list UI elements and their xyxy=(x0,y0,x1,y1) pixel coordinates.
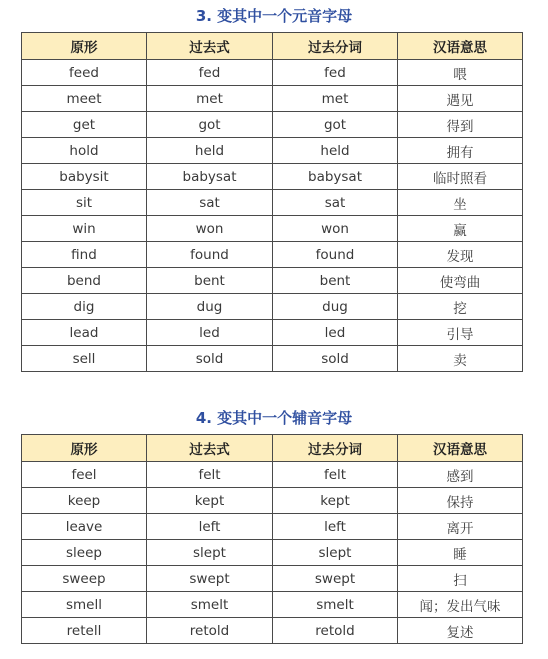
cell-past-tense: met xyxy=(147,86,273,112)
table-row xyxy=(22,164,523,190)
cell-base-form: meet xyxy=(22,86,147,112)
cell-base-form: keep xyxy=(22,488,147,514)
table-row xyxy=(22,294,523,320)
cell-past-tense: sold xyxy=(147,346,273,372)
cell-past-tense: kept xyxy=(147,488,273,514)
header-past-participle: 过去分词 xyxy=(273,33,398,60)
cell-past-participle: sat xyxy=(273,190,398,216)
cell-base-form: hold xyxy=(22,138,147,164)
header-chinese-meaning: 汉语意思 xyxy=(398,33,523,60)
table-header-row xyxy=(22,33,523,60)
cell-past-participle: retold xyxy=(273,618,398,644)
cell-past-tense: got xyxy=(147,112,273,138)
table-row xyxy=(22,540,523,566)
cell-chinese-meaning: 闻；发出气味 xyxy=(398,592,523,618)
cell-base-form: smell xyxy=(22,592,147,618)
section-title-vowel: 3. 变其中一个元音字母 xyxy=(195,7,353,25)
cell-base-form: leave xyxy=(22,514,147,540)
table-row xyxy=(22,60,523,86)
cell-past-tense: smelt xyxy=(147,592,273,618)
cell-chinese-meaning: 发现 xyxy=(398,242,523,268)
cell-past-tense: found xyxy=(147,242,273,268)
cell-chinese-meaning: 卖 xyxy=(398,346,523,372)
cell-chinese-meaning: 临时照看 xyxy=(398,164,523,190)
cell-past-participle: led xyxy=(273,320,398,346)
cell-past-tense: fed xyxy=(147,60,273,86)
verb-table-consonant xyxy=(21,434,523,644)
verb-table-vowel xyxy=(21,32,523,372)
table-header-row xyxy=(22,435,523,462)
cell-chinese-meaning: 得到 xyxy=(398,112,523,138)
cell-chinese-meaning: 挖 xyxy=(398,294,523,320)
cell-past-tense: won xyxy=(147,216,273,242)
cell-base-form: get xyxy=(22,112,147,138)
table-row xyxy=(22,462,523,488)
table-row xyxy=(22,618,523,644)
header-past-tense: 过去式 xyxy=(147,435,273,462)
cell-base-form: lead xyxy=(22,320,147,346)
cell-past-participle: felt xyxy=(273,462,398,488)
cell-chinese-meaning: 使弯曲 xyxy=(398,268,523,294)
cell-past-tense: retold xyxy=(147,618,273,644)
cell-past-participle: won xyxy=(273,216,398,242)
cell-chinese-meaning: 复述 xyxy=(398,618,523,644)
table-body xyxy=(22,60,523,372)
cell-chinese-meaning: 感到 xyxy=(398,462,523,488)
cell-chinese-meaning: 保持 xyxy=(398,488,523,514)
cell-chinese-meaning: 遇见 xyxy=(398,86,523,112)
table-row xyxy=(22,514,523,540)
cell-base-form: feel xyxy=(22,462,147,488)
cell-past-tense: held xyxy=(147,138,273,164)
cell-past-tense: slept xyxy=(147,540,273,566)
table-row xyxy=(22,268,523,294)
table-row xyxy=(22,346,523,372)
table-row xyxy=(22,566,523,592)
table-row xyxy=(22,488,523,514)
cell-base-form: sleep xyxy=(22,540,147,566)
cell-past-participle: found xyxy=(273,242,398,268)
cell-chinese-meaning: 赢 xyxy=(398,216,523,242)
header-chinese-meaning: 汉语意思 xyxy=(398,435,523,462)
cell-past-tense: babysat xyxy=(147,164,273,190)
header-past-tense: 过去式 xyxy=(147,33,273,60)
cell-base-form: babysit xyxy=(22,164,147,190)
cell-past-participle: sold xyxy=(273,346,398,372)
table-row xyxy=(22,320,523,346)
cell-past-participle: swept xyxy=(273,566,398,592)
table-row xyxy=(22,216,523,242)
cell-past-participle: got xyxy=(273,112,398,138)
cell-base-form: sweep xyxy=(22,566,147,592)
cell-chinese-meaning: 睡 xyxy=(398,540,523,566)
cell-past-participle: babysat xyxy=(273,164,398,190)
cell-chinese-meaning: 拥有 xyxy=(398,138,523,164)
cell-past-participle: held xyxy=(273,138,398,164)
header-base-form: 原形 xyxy=(22,33,147,60)
table-body xyxy=(22,462,523,644)
cell-base-form: bend xyxy=(22,268,147,294)
cell-base-form: sit xyxy=(22,190,147,216)
header-past-participle: 过去分词 xyxy=(273,435,398,462)
cell-past-tense: dug xyxy=(147,294,273,320)
table-row xyxy=(22,242,523,268)
cell-chinese-meaning: 坐 xyxy=(398,190,523,216)
cell-past-tense: led xyxy=(147,320,273,346)
cell-base-form: retell xyxy=(22,618,147,644)
header-base-form: 原形 xyxy=(22,435,147,462)
cell-past-tense: sat xyxy=(147,190,273,216)
cell-past-tense: swept xyxy=(147,566,273,592)
table-row xyxy=(22,112,523,138)
cell-past-tense: bent xyxy=(147,268,273,294)
cell-past-participle: smelt xyxy=(273,592,398,618)
cell-past-participle: fed xyxy=(273,60,398,86)
cell-chinese-meaning: 喂 xyxy=(398,60,523,86)
cell-base-form: win xyxy=(22,216,147,242)
cell-past-tense: left xyxy=(147,514,273,540)
cell-past-participle: left xyxy=(273,514,398,540)
table-row xyxy=(22,138,523,164)
cell-base-form: dig xyxy=(22,294,147,320)
cell-past-participle: slept xyxy=(273,540,398,566)
cell-past-participle: kept xyxy=(273,488,398,514)
cell-chinese-meaning: 扫 xyxy=(398,566,523,592)
cell-base-form: find xyxy=(22,242,147,268)
cell-base-form: feed xyxy=(22,60,147,86)
cell-chinese-meaning: 离开 xyxy=(398,514,523,540)
cell-base-form: sell xyxy=(22,346,147,372)
cell-chinese-meaning: 引导 xyxy=(398,320,523,346)
table-row xyxy=(22,190,523,216)
table-row xyxy=(22,592,523,618)
table-row xyxy=(22,86,523,112)
cell-past-participle: bent xyxy=(273,268,398,294)
cell-past-participle: dug xyxy=(273,294,398,320)
cell-past-tense: felt xyxy=(147,462,273,488)
cell-past-participle: met xyxy=(273,86,398,112)
section-title-consonant: 4. 变其中一个辅音字母 xyxy=(195,409,353,427)
